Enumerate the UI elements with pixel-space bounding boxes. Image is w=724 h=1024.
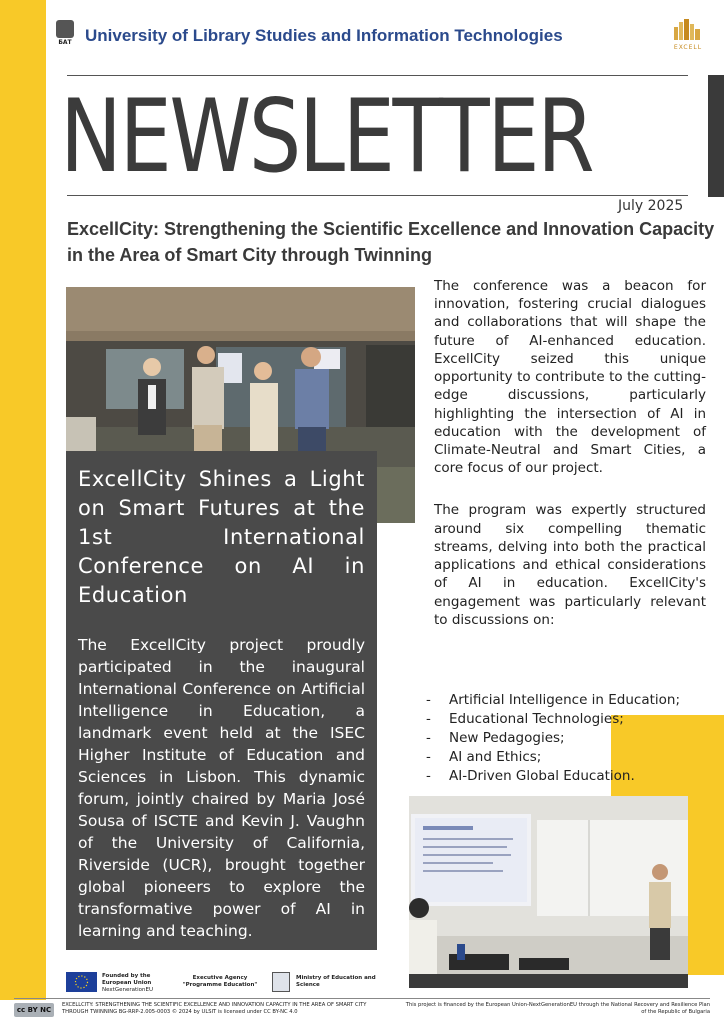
eu-funding-label: Founded by the European Union NextGenerationEU [102, 973, 153, 993]
university-logo-text: БАТ [58, 39, 72, 46]
university-crest-icon [56, 20, 74, 38]
list-item: - AI and Ethics; [426, 748, 680, 767]
city-skyline-icon [668, 18, 708, 40]
left-accent-bar [0, 0, 46, 1000]
article-paragraph-1: The conference was a beacon for innovation, fostering crucial dialogues and collaborations that will shape the future of AI-enhanced education. ExcellCity seized this unique opportunity to contribute to the cutting-edge discussions, particularly highlighting the intersection of AI in education with the development of Climate-Neutral and Smart Cities, a core focus of our project. [434, 278, 706, 477]
executive-agency-label: Executive Agency "Programme Education" [182, 975, 258, 988]
list-item: - Educational Technologies; [426, 710, 680, 729]
footer-rule [14, 998, 710, 999]
cc-license-badge: cc BY NC [14, 1003, 54, 1017]
organization-name: University of Library Studies and Information Technologies [85, 26, 563, 45]
issue-date: July 2025 [618, 198, 684, 214]
sponsor-logos [66, 970, 396, 996]
feature-title: ExcellCity Shines a Light on Smart Futures at the 1st International Conference on AI in Education [78, 467, 365, 607]
masthead-side-bar [708, 75, 724, 197]
footer-license-text: EXCELLCITY: STRENGTHENING THE SCIENTIFIC EXCELLENCE AND INNOVATION CAPACITY IN THE AREA OF SMART CITY THROUGH TWINNING BG-RRP-2.005-0003 © 2024 by ULSIT is licensed under CC BY-NC 4.0 [62, 1002, 367, 1016]
excell-logo [668, 18, 708, 51]
list-item: - Artificial Intelligence in Education; [426, 691, 680, 710]
footer-funding-text: This project is financed by the European Union-NextGenerationEU through the National Recovery and Resilience Plan of the Republic of Bulgaria [405, 1002, 710, 1016]
university-logo [56, 20, 74, 46]
list-item: - AI-Driven Global Education. [426, 767, 680, 786]
article-right-column [434, 277, 706, 629]
topic-list [426, 691, 680, 785]
project-headline: ExcellCity: Strengthening the Scientific Excellence and Innovation Capacity in the Area of Smart City through Twinning [67, 219, 715, 266]
ministry-label: Ministry of Education and Science [296, 975, 376, 988]
excell-logo-text: EXCELL [673, 44, 703, 51]
masthead-bottom-rule [67, 195, 688, 196]
feature-article-box [66, 451, 377, 950]
feature-body: The ExcellCity project proudly participated in the inaugural International Conference on Artificial Intelligence in Education, a landmark event held at the ISEC Higher Institute of Education and Sciences in Lisbon. This dynamic forum, jointly chaired by Maria José Sousa of ISCTE and Kevin J. Vaughn of the University of California, Riverside (UCR), brought together global pioneers to explore the transformative power of AI in learning and teaching. [78, 635, 365, 940]
ministry-crest-icon [272, 972, 290, 992]
eu-flag-icon [66, 972, 97, 992]
masthead-top-rule [67, 75, 688, 76]
list-item: - New Pedagogies; [426, 729, 680, 748]
masthead-title: NEWSLETTER [60, 77, 593, 195]
presentation-photo [409, 796, 688, 988]
article-paragraph-2: The program was expertly structured around six compelling thematic streams, delving into both the practical applications and ethical considerations of AI in education. ExcellCity's engagement was particularly relevant to discussions on: [434, 502, 706, 628]
